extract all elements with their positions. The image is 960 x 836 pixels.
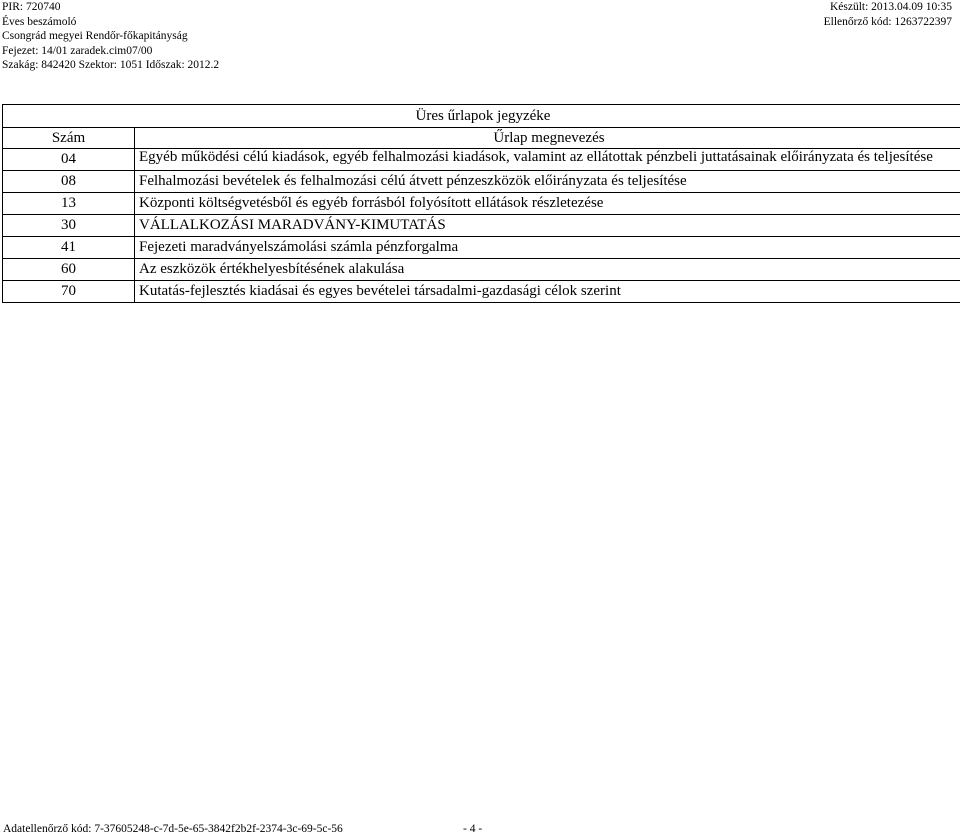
form-name: VÁLLALKOZÁSI MARADVÁNY-KIMUTATÁS	[135, 215, 960, 237]
form-name: Fejezeti maradványelszámolási számla pénzforgalma	[135, 237, 960, 259]
form-name: Az eszközök értékhelyesbítésének alakulása	[135, 259, 960, 281]
form-name: Felhalmozási bevételek és felhalmozási célú átvett pénzeszközök előirányzata és teljesítése	[135, 171, 960, 193]
report-type: Éves beszámoló	[2, 15, 77, 28]
table-row	[3, 259, 960, 281]
sector-period-label: Szakág: 842420 Szektor: 1051 Időszak: 2012.2	[2, 59, 220, 71]
form-name: Központi költségvetésből és egyéb forrásból folyósított ellátások részletezése	[135, 193, 960, 215]
table-row	[3, 281, 960, 303]
form-number: 13	[3, 193, 135, 215]
form-number: 08	[3, 171, 135, 193]
created-timestamp: Készült: 2013.04.09 10:35	[829, 1, 952, 13]
organization-name: Csongrád megyei Rendőr-főkapitányság	[2, 30, 188, 42]
table-row	[3, 215, 960, 237]
table-row	[3, 193, 960, 215]
control-code: Ellenőrző kód: 1263722397	[823, 15, 952, 28]
page-number: - 4 -	[463, 823, 483, 835]
empty-forms-table	[2, 104, 960, 303]
form-number: 60	[3, 259, 135, 281]
column-header-number: Szám	[3, 128, 135, 149]
form-number: 30	[3, 215, 135, 237]
form-name: Kutatás-fejlesztés kiadásai és egyes bevételei társadalmi-gazdasági célok szerint	[135, 281, 960, 303]
report-header-right	[824, 0, 952, 29]
form-name: Egyéb működési célú kiadások, egyéb felhalmozási kiadások, valamint az ellátottak pénzbeli juttatásainak előirányzata és teljesítése	[135, 149, 960, 171]
table-title: Üres űrlapok jegyzéke	[3, 105, 960, 128]
page-footer	[3, 823, 483, 835]
form-number: 70	[3, 281, 135, 303]
table-row	[3, 149, 960, 171]
chapter-label: Fejezet: 14/01 zaradek.cim07/00	[2, 44, 153, 57]
data-check-code: Adatellenőrző kód: 7-37605248-c-7d-5e-65-3842f2b2f-2374-3c-69-5c-56	[3, 823, 343, 835]
form-number: 41	[3, 237, 135, 259]
form-number: 04	[3, 149, 135, 171]
table-row	[3, 237, 960, 259]
column-header-name: Űrlap megnevezés	[135, 128, 960, 149]
table-row	[3, 171, 960, 193]
pir-label: PIR: 720740	[2, 1, 61, 13]
report-header-left	[2, 0, 219, 73]
